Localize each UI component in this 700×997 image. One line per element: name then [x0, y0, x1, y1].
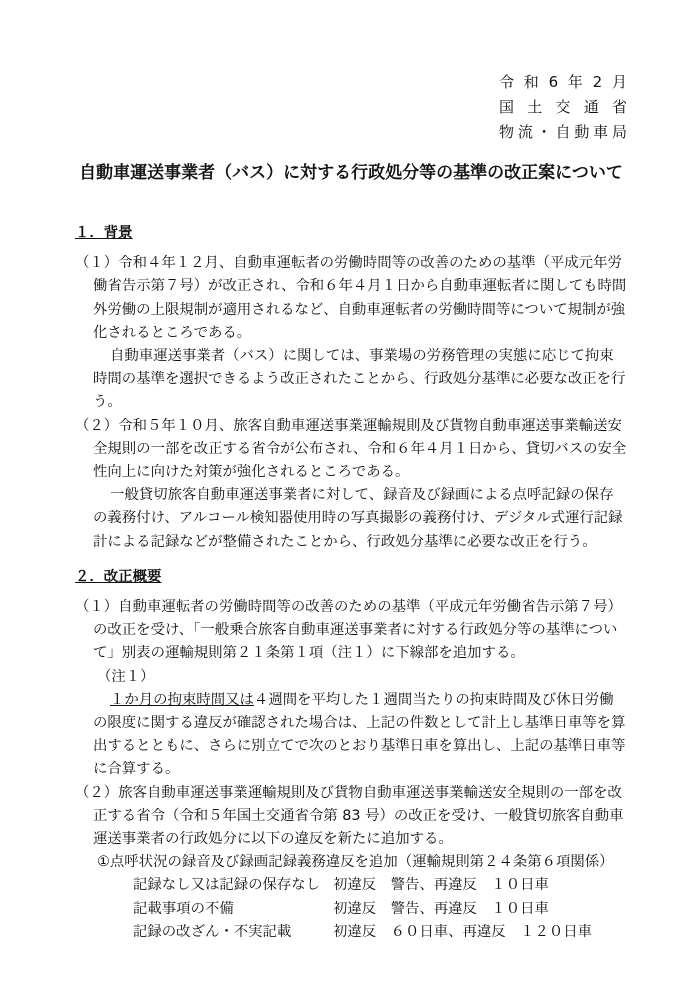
- note-1-rest-text: ４週間を平均した１週間当たりの拘束時間及び休日労働の限度に関する違反が確認された場合は、上記の件数として計上し基準日車等を算出するとともに、さらに別立てで次のとおり基準日車を算出し、上記の基準日車等に合算する。: [93, 691, 626, 778]
- penalty-violation-label: 記録なし又は記録の保存なし: [133, 877, 321, 894]
- penalty-row: [75, 921, 627, 944]
- section-1-paragraph-1b: 自動車運送事業者（バス）に関しては、事業場の労務管理の実態に応じて拘束時間の基準を選択できるよう改正されたことから、行政処分基準に必要な改正を行う。: [93, 348, 626, 411]
- section-1-paragraph-2b: 一般貸切旅客自動車運送事業者に対して、録音及び録画による点呼記録の保存の義務付け、アルコール検知器使用時の写真撮影の義務付け、デジタル式運行記録計による記録などが整備されたことから、行政処分基準に必要な改正を行う。: [93, 487, 623, 550]
- penalty-row: [75, 874, 627, 897]
- violation-item-1-heading: ①点呼状況の録音及び録画記録義務違反を追加（運輸規則第２４条第６項関係）: [97, 854, 614, 871]
- section-2-heading: ２．改正概要: [75, 568, 162, 585]
- section-2-paragraph-2: （２）旅客自動車運送事業運輸規則及び貨物自動車運送事業輸送安全規則の一部を改正する省令（令和５年国土交通省令第 83 号）の改正を受け、一般貸切旅客自動車運送事業者の行政処分に以下の違反を新たに追加する。: [75, 784, 624, 848]
- header-date: 令 和 6 年 2 月: [499, 73, 627, 91]
- header-bureau: 物 流 ・ 自 動 車 局: [499, 123, 627, 141]
- note-1-label: （注１）: [97, 668, 155, 685]
- penalty-row: [75, 898, 627, 921]
- penalty-value: 初違反 警告、再違反 １０日車: [333, 877, 549, 894]
- note-1-body: [75, 689, 627, 782]
- note-1-underlined-text: １か月の拘束時間又は: [110, 691, 254, 708]
- section-1-paragraph-2: （２）令和５年１０月、旅客自動車運送事業運輸規則及び貨物自動車運送事業輸送安全規則の一部を改正する省令が公布され、令和６年４月１日から、貸切バスの安全性向上に向けた対策が強化されるところである。: [75, 417, 627, 481]
- penalty-value: 初違反 警告、再違反 １０日車: [333, 900, 549, 917]
- penalty-violation-label: 記録の改ざん・不実記載: [133, 923, 292, 940]
- document-header: [499, 70, 627, 145]
- document-title: 自動車運送事業者（バス）に対する行政処分等の基準の改正案について: [79, 163, 623, 183]
- section-2-paragraph-1: （１）自動車運転者の労働時間等の改善のための基準（平成元年労働省告示第７号）の改正を受け、「一般乗合旅客自動車運送事業者に対する行政処分等の基準について」別表の運輸規則第２１条第１項（注１）に下線部を追加する。: [75, 599, 622, 662]
- penalty-value: 初違反 ６０日車、再違反 １２０日車: [333, 923, 593, 940]
- section-1-paragraph-1: （１）令和４年１２月、自動車運転者の労働時間等の改善のための基準（平成元年労働省告示第７号）が改正され、令和６年４月１日から自動車運転者に関しても時間外労働の上限規制が適用されるなど、自動車運転者の労働時間等について規制が強化されるところである。: [75, 255, 627, 341]
- header-organization: 国 土 交 通 省: [499, 98, 627, 116]
- penalty-violation-label: 記載事項の不備: [133, 900, 234, 917]
- section-1-heading: １．背景: [75, 225, 133, 241]
